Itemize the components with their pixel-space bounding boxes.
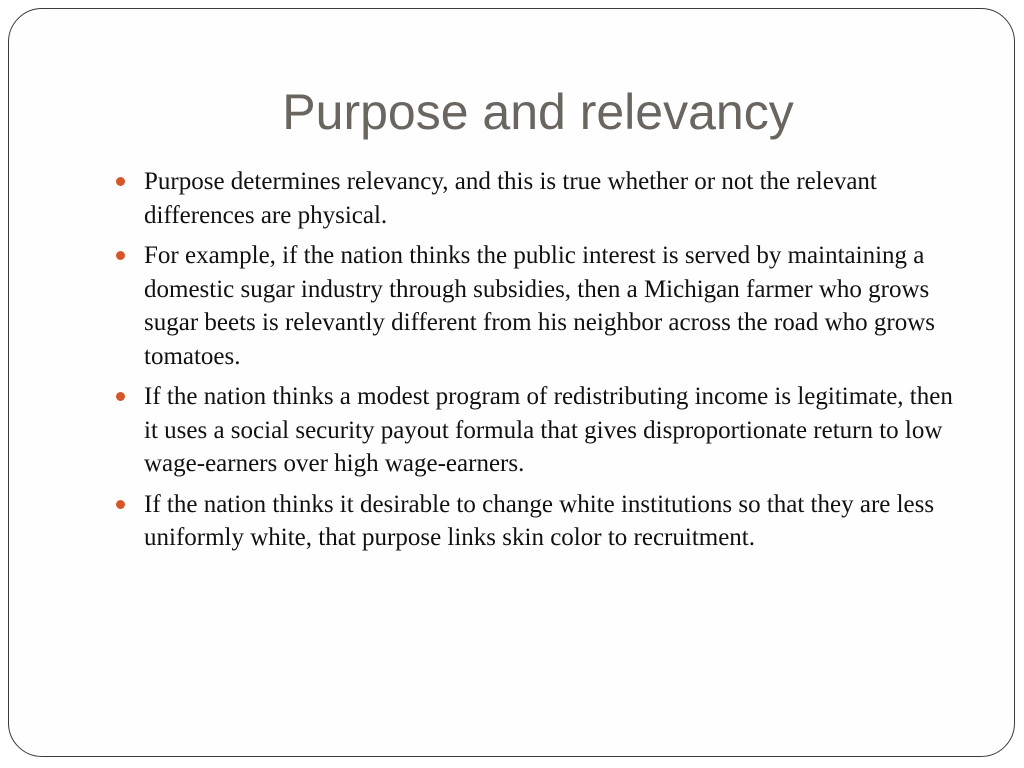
list-item <box>116 165 961 232</box>
bullet-text: For example, if the nation thinks the public interest is served by maintaining a domestic sugar industry through subsidies, then a Michigan farmer who grows sugar beets is relevantly different from his neighbor across the road who grows tomatoes. <box>144 242 935 370</box>
bullet-text: If the nation thinks a modest program of redistributing income is legitimate, then it uses a social security payout formula that gives disproportionate return to low wage-earners over high wage-earners. <box>144 383 953 477</box>
list-item <box>116 380 961 481</box>
list-item <box>116 488 961 555</box>
round-bullet-icon <box>116 500 125 509</box>
slide-title: Purpose and relevancy <box>282 84 794 140</box>
round-bullet-icon <box>116 177 125 186</box>
bullet-text: If the nation thinks it desirable to change white institutions so that they are less uniformly white, that purpose links skin color to recruitment. <box>144 490 935 551</box>
bullet-list <box>116 165 961 562</box>
list-item <box>116 239 961 373</box>
round-bullet-icon <box>116 392 125 401</box>
round-bullet-icon <box>116 251 125 260</box>
bullet-text: Purpose determines relevancy, and this is true whether or not the relevant differences are physical. <box>144 168 877 229</box>
